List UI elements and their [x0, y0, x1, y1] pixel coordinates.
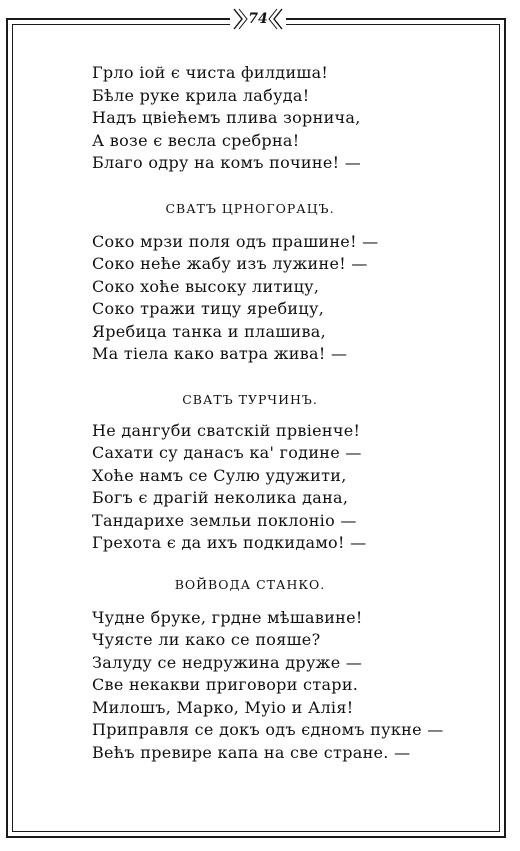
page-number: 74	[248, 11, 268, 27]
verse-line: Сахати су данасъ ка' године —	[92, 443, 362, 462]
poem-text	[92, 62, 492, 764]
verse-line: Чудне бруке, грдне мѣшавине!	[92, 607, 363, 627]
verse-line: А возе є весла сребрна!	[92, 130, 300, 150]
verse-line: Соко хоће высоку литицу,	[92, 276, 320, 296]
verse-line: Бѣле руке крила лабуда!	[92, 85, 310, 105]
verse-line: Соко мрзи поля одъ прашине! —	[92, 231, 379, 251]
speaker-heading: СВАТЪ ТУРЧИНЪ.	[182, 391, 318, 407]
verse-line: Не дангуби сватскій првіенче!	[92, 420, 361, 440]
verse-line: Грло іой є чиста филдиша!	[92, 63, 329, 82]
verse-line: Хоће намъ се Сулю удужити,	[92, 465, 347, 485]
stanza	[92, 62, 492, 175]
verse-line: Благо одру на комъ почине! —	[92, 153, 362, 172]
stanza	[92, 607, 492, 765]
verse-line: Тандарихе земльи поклоніо —	[92, 510, 357, 530]
verse-line: Яребица танка и плашива,	[92, 321, 327, 341]
stanza	[92, 231, 492, 366]
speaker-heading: СВАТЪ ЦРНОГОРАЦЪ.	[165, 200, 335, 216]
verse-line: Чуясте ли како се пояше?	[92, 630, 321, 649]
verse-line: Залуду се недружина друже —	[92, 652, 363, 672]
speaker-heading: ВОЙВОДА СТАНКО.	[174, 576, 326, 592]
verse-line: Ма тіела како ватра жива! —	[92, 344, 348, 363]
verse-line: Милошъ, Марко, Муіо и Алія!	[92, 697, 354, 717]
verse-line: Приправля се докъ одъ єдномъ пукне —	[92, 720, 444, 739]
verse-line: Грехота є да ихъ подкидамо! —	[92, 533, 367, 552]
verse-line: Богъ є драгій неколика дана,	[92, 488, 349, 507]
verse-line: Соко тражи тицу яребицу,	[92, 299, 325, 318]
verse-line: Соко неће жабу изъ лужине! —	[92, 254, 368, 273]
page-number-ornament	[230, 6, 286, 32]
verse-line: Све некакви приговори стари.	[92, 675, 359, 694]
verse-line: Надъ цвіећемъ плива зорнича,	[92, 108, 361, 127]
stanza	[92, 420, 492, 555]
verse-line: Већъ превире капа на све стране. —	[92, 742, 411, 762]
